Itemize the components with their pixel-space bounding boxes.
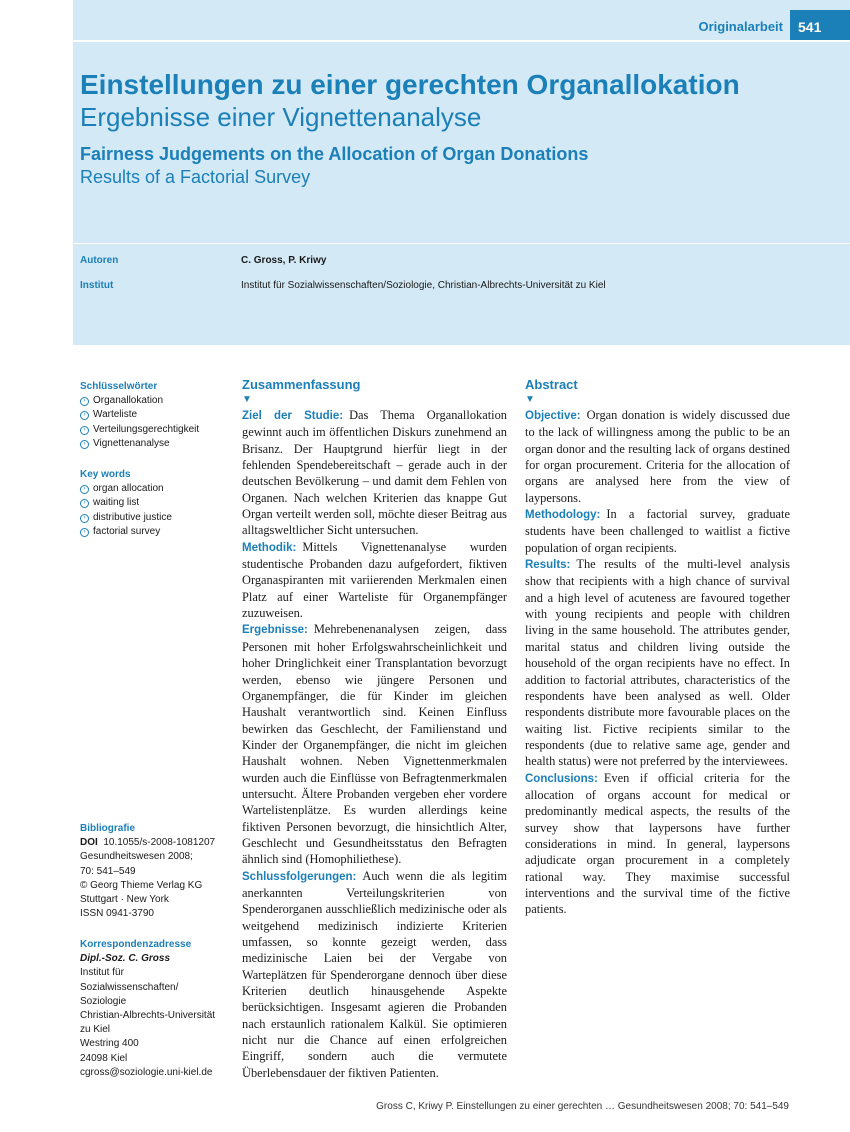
- ergebnisse-paragraph: Ergebnisse: Mehrebenenanalysen zeigen, dass Personen mit hoher Erfolgswahrscheinlichkeit und hoher Dringlichkeit einer Transplantation bevorzugt werden, ebenso wie jüngere Personen und Organempfänger, die für Kinder im gleichen Haushalt verantwortlich sind. Keinen Einfluss bewirken das Geschlecht, der Familienstand und Kinder der Organempfänger, die nicht im gleichen Haushalt wohnen. Neben Vignettenmerkmalen wurden auch die Einflüsse von Befragtenmerkmalen untersucht. Ältere Probanden vergeben eher vordere Wartelistenplätze. Es wurden allerdings keine fiktiven Personen bevorzugt, die hinsichtlich Alter, Geschlecht und Gesundheitsstatus den Befragten ähnlich sind (Homophiliethese).: [242, 622, 507, 867]
- keyword-item: › factorial survey: [80, 525, 230, 539]
- correspondence-title: Korrespondenzadresse: [80, 939, 192, 950]
- bullet-icon: ›: [80, 485, 89, 494]
- keyword-item: › Warteliste: [80, 408, 230, 422]
- zusammenfassung-heading: Zusammenfassung: [242, 377, 361, 392]
- address-line: zu Kiel: [80, 1024, 111, 1036]
- bullet-icon: ›: [80, 514, 89, 523]
- authors: C. Gross, P. Kriwy: [241, 255, 327, 266]
- institute-label: Institut: [80, 280, 114, 291]
- ergebnisse-label: Ergebnisse:: [242, 624, 308, 637]
- correspondence-block: [80, 938, 230, 1080]
- results-label: Results:: [525, 559, 571, 572]
- objective-paragraph: Objective: Organ donation is widely discussed due to the lack of willingness among the public to be an organ donor and the resulting lack of organs destined for organ procurement. Criteria for the allocation of organs are analysed here from the view of laypersons.: [525, 408, 790, 505]
- objective-label: Objective:: [525, 410, 581, 422]
- title-german: Einstellungen zu einer gerechten Organallokation: [80, 69, 740, 100]
- section-marker-icon: ▼: [525, 394, 535, 405]
- keywords-de-block: [80, 380, 230, 451]
- keywords-en-title: Key words: [80, 469, 131, 480]
- institute: Institut für Sozialwissenschaften/Soziologie, Christian-Albrechts-Universität zu Kiel: [241, 280, 606, 291]
- bibliography-block: [80, 822, 230, 921]
- conclusions-label: Conclusions:: [525, 772, 598, 785]
- ziel-paragraph: Ziel der Studie: Das Thema Organallokation gewinnt auch im öffentlichen Diskurs zunehmend an Brisanz. Der Hauptgrund hierfür liegt in der fehlenden Spendebereitschaft – gerade auch in der deutschen Bevölkerung – und damit dem Fehlen von Organen. Nach welchen Kriterien das knappe Gut Organ verteilt werden soll, möchte dieser Beitrag aus alltagsweltlicher Sicht untersuchen.: [242, 408, 507, 538]
- ziel-label: Ziel der Studie:: [242, 410, 344, 422]
- correspondence-name: Dipl.-Soz. C. Gross: [80, 953, 171, 965]
- address-line: Soziologie: [80, 995, 127, 1007]
- doi-label: DOI: [80, 837, 98, 849]
- keyword-item: › Verteilungsgerechtigkeit: [80, 423, 230, 437]
- bibliography-title: Bibliografie: [80, 823, 136, 834]
- footer-citation: Gross C, Kriwy P. Einstellungen zu einer gerechten … Gesundheitswesen 2008; 70: 541–549: [376, 1101, 789, 1112]
- doi: 10.1055/s-2008-1081207: [103, 837, 216, 849]
- bullet-icon: ›: [80, 440, 89, 449]
- biblio-line: © Georg Thieme Verlag KG: [80, 879, 203, 891]
- keyword-item: › waiting list: [80, 496, 230, 510]
- bullet-icon: ›: [80, 397, 89, 406]
- keywords-de-title: Schlüsselwörter: [80, 381, 158, 392]
- abstract-heading: Abstract: [525, 377, 578, 392]
- schluss-paragraph: Schlussfolgerungen: Auch wenn die als legitim anerkannten Verteilungskriterien von Spenderorganen ausschließlich medizinische oder als weitgehend medizinisch indizierte Kriterien umfassen, so konnte gezeigt werden, dass medizinische Laien bei der Vergabe von Warteplätzen für Spenderorgane dennoch über diese Kriterien deutlich hinausgehende Aspekte berücksichtigen. Insgesamt agieren die Probanden nach erstaunlich rationalem Kalkül. Sie optimieren nicht nur die Chance auf einen erfolgreichen Eingriff, sondern auch die vermutete Überlebensdauer der fiktiven Patienten.: [242, 868, 507, 1080]
- keyword-item: › organ allocation: [80, 482, 230, 496]
- header-divider: [73, 40, 850, 42]
- bullet-icon: ›: [80, 426, 89, 435]
- results-paragraph: Results: The results of the multi-level analysis show that recipients with a high chance of survival and a high level of acuteness are favoured together with young recipients and people with children living in the same household. The attributes gender, marital status and children living outside the household of the organ recipients have no effect. In addition to factorial attributes, characteristics of the respondents have been analysed as well. Older respondents distribute more favourable places on the waiting list. Fictive recipients similar to the respondents (due to relative same age, gender and health status) were not preferred by the interviewees.: [525, 557, 790, 769]
- address-line: 24098 Kiel: [80, 1052, 128, 1064]
- bullet-icon: ›: [80, 499, 89, 508]
- subtitle-english: Results of a Factorial Survey: [80, 167, 311, 187]
- methodik-label: Methodik:: [242, 541, 297, 554]
- keyword-item: › distributive justice: [80, 511, 230, 525]
- biblio-line: ISSN 0941-3790: [80, 908, 154, 920]
- keyword-item: › Organallokation: [80, 394, 230, 408]
- header-divider: [73, 243, 850, 244]
- doi-line: [80, 836, 230, 850]
- biblio-line: Gesundheitswesen 2008;: [80, 851, 193, 863]
- methodik-paragraph: Methodik: Mittels Vignettenanalyse wurden studentische Probanden dazu aufgefordert, fiktiven Organaspiranten mit variierenden Merkmalen einen Platz auf einer Warteliste für Organempfänger zuzuweisen.: [242, 539, 507, 621]
- page-number: 541: [790, 10, 850, 40]
- bullet-icon: ›: [80, 411, 89, 420]
- address-line: Westring 400: [80, 1038, 139, 1050]
- address-line: Sozialwissenschaften/: [80, 981, 179, 993]
- title-english: Fairness Judgements on the Allocation of Organ Donations: [80, 144, 589, 164]
- biblio-line: Stuttgart · New York: [80, 894, 169, 906]
- conclusions-paragraph: Conclusions: Even if official criteria for the allocation of organs account for medical or predominantly medical aspects, the results of the survey show that laypersons have further considerations in mind. In general, laypersons adjudicate organ procurement in a completely rational way. They maximise successful interventions and the survival time of the fictive patients.: [525, 770, 790, 917]
- keyword-item: › Vignettenanalyse: [80, 437, 230, 451]
- bullet-icon: ›: [80, 528, 89, 537]
- authors-label: Autoren: [80, 255, 119, 266]
- section-marker-icon: ▼: [242, 394, 252, 405]
- section-label: Originalarbeit: [698, 19, 783, 34]
- zusammenfassung-column: [242, 377, 507, 1081]
- subtitle-german: Ergebnisse einer Vignettenanalyse: [80, 102, 482, 132]
- abstract-column: [525, 377, 790, 918]
- methodology-label: Methodology:: [525, 509, 601, 522]
- methodology-paragraph: Methodology: In a factorial survey, graduate students have been challenged to waitlist a fictive population of organ recipients.: [525, 507, 790, 555]
- email[interactable]: cgross@soziologie.uni-kiel.de: [80, 1066, 213, 1078]
- keywords-en-block: [80, 468, 230, 539]
- biblio-line: 70: 541–549: [80, 865, 136, 877]
- address-line: Christian-Albrechts-Universität: [80, 1010, 216, 1022]
- schluss-label: Schlussfolgerungen:: [242, 870, 357, 883]
- address-line: Institut für: [80, 967, 124, 979]
